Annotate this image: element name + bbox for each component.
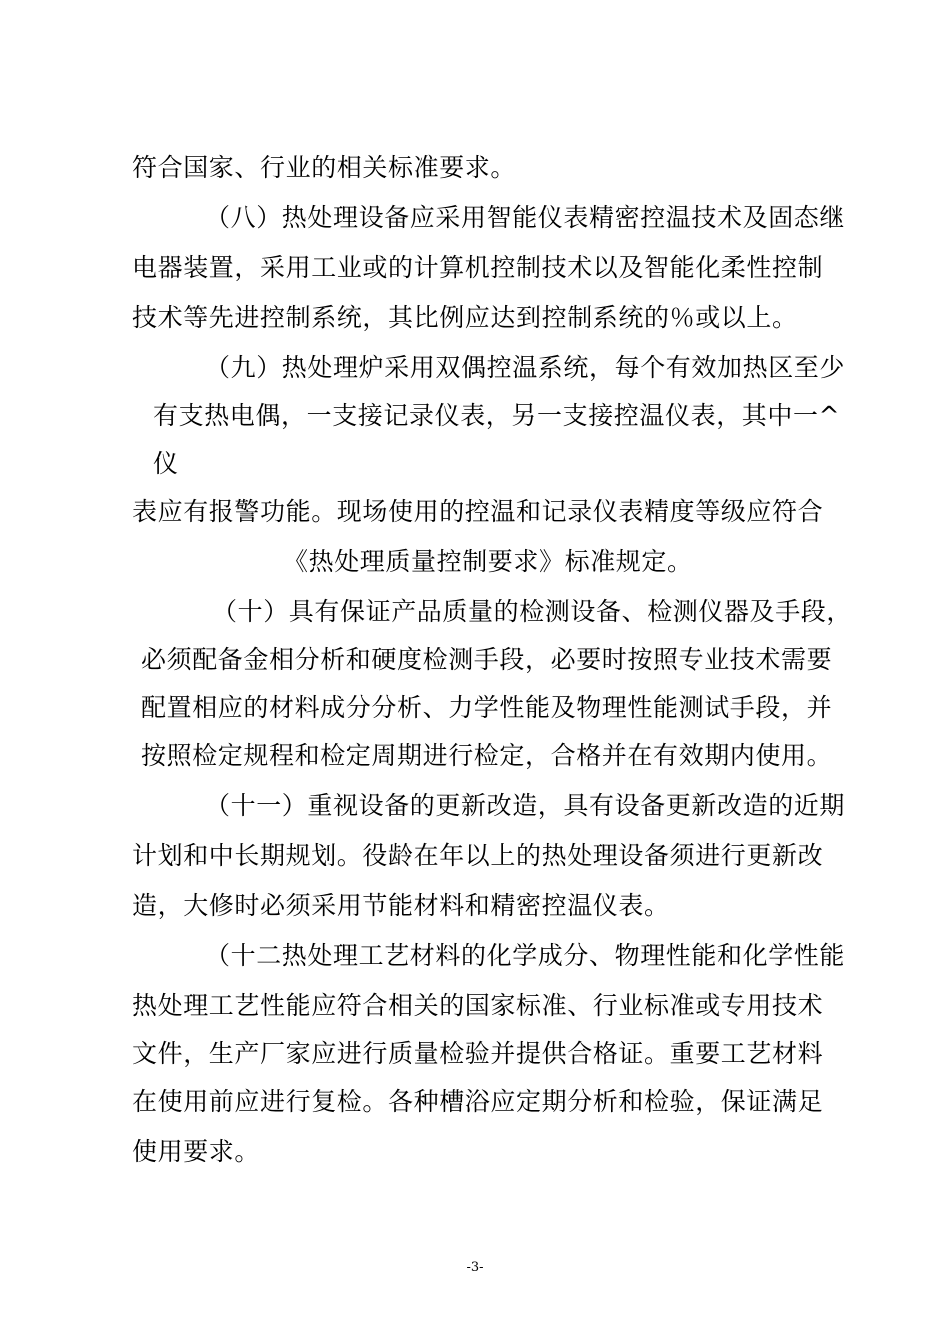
- text-line: 造，大修时必须采用节能材料和精密控温仪表。: [132, 891, 670, 920]
- text-line: 在使用前应进行复检。各种槽浴应定期分析和检验，保证满足: [132, 1087, 824, 1116]
- text-line: 使用要求。: [132, 1137, 261, 1166]
- text-line: （十一）重视设备的更新改造，具有设备更新改造的近期: [205, 791, 846, 820]
- text-line: 热处理工艺性能应符合相关的国家标准、行业标准或专用技术: [132, 991, 824, 1020]
- text-line: （九）热处理炉采用双偶控温系统，每个有效加热区至少: [205, 353, 846, 382]
- text-line: 技术等先进控制系统，其比例应达到控制系统的％或以上。: [132, 303, 798, 332]
- text-line: （八）热处理设备应采用智能仪表精密控温技术及固态继: [205, 203, 846, 232]
- text-line: 按照检定规程和检定周期进行检定，合格并在有效期内使用。: [141, 741, 833, 770]
- page-number: -3-: [466, 1260, 484, 1275]
- text-line: 必须配备金相分析和硬度检测手段，必要时按照专业技术需要: [141, 645, 833, 674]
- text-line: 仪: [153, 449, 179, 478]
- text-line: 表应有报警功能。现场使用的控温和记录仪表精度等级应符合: [132, 497, 824, 526]
- text-line: 计划和中长期规划。役龄在年以上的热处理设备须进行更新改: [132, 841, 824, 870]
- text-line: （十二热处理工艺材料的化学成分、物理性能和化学性能: [205, 941, 846, 970]
- text-line: 有支热电偶，一支接记录仪表，另一支接控温仪表，其中一^: [153, 401, 841, 430]
- text-line: （十）具有保证产品质量的检测设备、检测仪器及手段，: [212, 597, 853, 626]
- text-line: 电器装置，采用工业或的计算机控制技术以及智能化柔性控制: [132, 253, 824, 282]
- text-line: 配置相应的材料成分分析、力学性能及物理性能测试手段，并: [141, 693, 833, 722]
- text-line: 文件，生产厂家应进行质量检验并提供合格证。重要工艺材料: [132, 1039, 824, 1068]
- text-line: 符合国家、行业的相关标准要求。: [132, 153, 517, 182]
- text-line: 《热处理质量控制要求》标准规定。: [283, 547, 693, 576]
